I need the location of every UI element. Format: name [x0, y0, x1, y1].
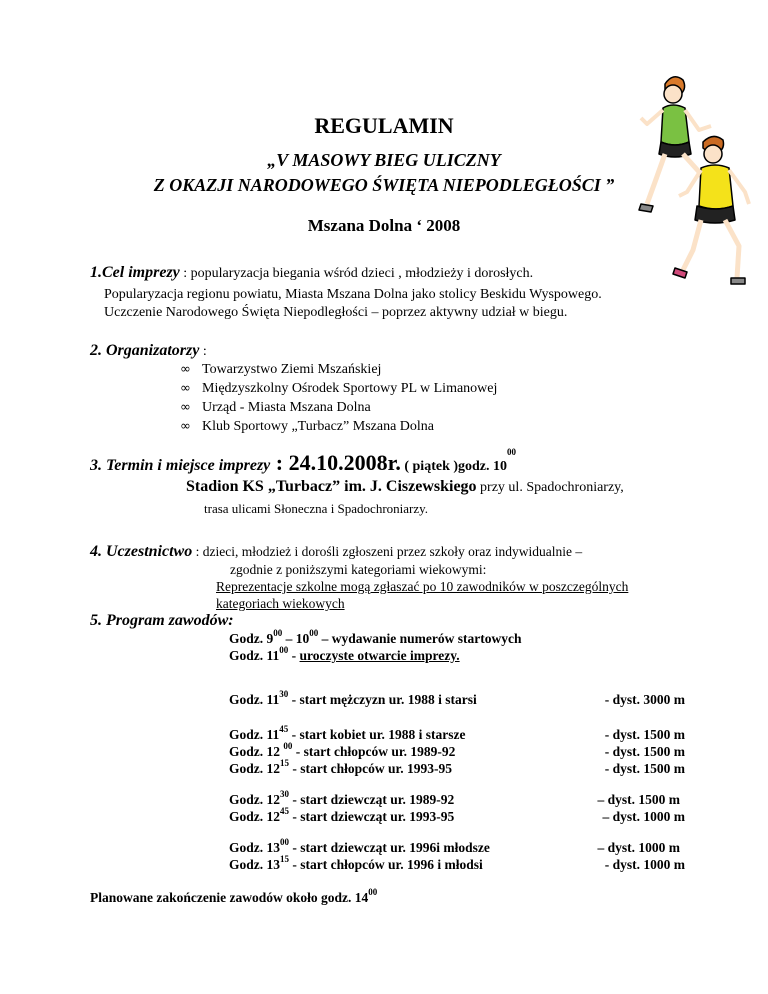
organizer-item	[180, 381, 497, 397]
section-3-line2	[186, 478, 624, 496]
organizer-item	[180, 419, 434, 435]
section-4-line2: zgodnie z poniższymi kategoriami wiekowymi:	[230, 562, 487, 577]
section-1-line2: Popularyzacja regionu powiatu, Miasta Mszana Dolna jako stolicy Beskidu Wyspowego.	[104, 287, 602, 302]
section-5-colon: :	[228, 612, 234, 629]
organizer-item	[180, 362, 381, 378]
event-name-line1: „V MASOWY BIEG ULICZNY	[267, 150, 501, 170]
event-date: 24.10.2008r.	[288, 450, 401, 475]
section-2-heading-line	[90, 342, 207, 360]
section-3-heading: 3. Termin i miejsce imprezy	[90, 457, 271, 474]
program-row: Godz. $13^{15}$ - start chłopców ur. 1996 i młodsi	[229, 854, 483, 872]
program-row-distance: - dyst. 1500 m	[604, 761, 685, 776]
program-line-numbers: Godz. $9^{00} - 10^{00}$ – wydawanie numerów startowych	[229, 628, 522, 646]
program-row: Godz. 12 $^{00}$ - start chłopców ur. 1989-92	[229, 741, 456, 759]
section-1-text: : popularyzacja biegania wśród dzieci , młodzieży i dorosłych.	[179, 266, 534, 281]
event-time-sup: 00	[507, 447, 517, 457]
organizer-item	[180, 400, 371, 416]
section-2-heading: 2. Organizatorzy	[90, 342, 200, 359]
section-5-heading-line	[90, 612, 234, 630]
organizer-name: Klub Sportowy „Turbacz” Mszana Dolna	[202, 419, 434, 434]
event-name-line2: Z OKAZJI NARODOWEGO ŚWIĘTA NIEPODLEGŁOŚCI ”	[153, 175, 615, 195]
section-2-colon: :	[199, 344, 207, 359]
section-4-text: : dzieci, młodzież i dorośli zgłoszeni przez szkoły oraz indywidualnie –	[192, 544, 583, 559]
organizer-name: Towarzystwo Ziemi Mszańskiej	[202, 362, 382, 377]
document-title: REGULAMIN	[314, 113, 454, 138]
program-row: Godz. $13^{00}$ - start dziewcząt ur. 1996i młodsze	[229, 837, 490, 855]
planned-end-text: Planowane zakończenie zawodów około godz. $14^{00}$	[90, 887, 378, 905]
program-row-distance: - dyst. 1500 m	[604, 727, 685, 742]
program-row-distance: - dyst. 1000 m	[604, 857, 685, 872]
section-1-line1	[90, 264, 533, 282]
program-row-distance: – dyst. 1500 m	[597, 792, 680, 807]
program-row-distance: – dyst. 1000 m	[597, 840, 680, 855]
bullet-icon: ∞	[180, 381, 191, 396]
section-5-heading: 5. Program zawodów	[90, 612, 229, 629]
program-row: Godz. $12^{15}$ - start chłopców ur. 1993-95	[229, 758, 453, 776]
program-row-distance: – dyst. 1000 m	[602, 809, 685, 824]
section-1-heading: 1.Cel imprezy	[90, 264, 180, 281]
program-row: Godz. $12^{45}$ - start dziewcząt ur. 1993-95	[229, 806, 455, 824]
program-line-opening: Godz. $11^{00}$ - uroczyste otwarcie imprezy.	[229, 645, 460, 663]
section-3-colon: :	[270, 450, 289, 475]
section-4-line1	[90, 543, 582, 561]
event-weekday-time: ( piątek )godz. 10	[400, 459, 508, 474]
bullet-icon: ∞	[180, 400, 191, 415]
route-text: trasa ulicami Słoneczna i Spadochroniarzy.	[204, 501, 429, 516]
program-row-distance: - dyst. 1500 m	[604, 744, 685, 759]
program-row: Godz. $11^{30}$ - start mężczyzn ur. 1988 i starsi	[229, 689, 477, 707]
program-row: Godz. $11^{45}$ - start kobiet ur. 1988 i starsze	[229, 724, 466, 742]
bullet-icon: ∞	[180, 362, 191, 377]
section-4-heading: 4. Uczestnictwo	[90, 543, 193, 560]
stadium-street: przy ul. Spadochroniarzy,	[476, 480, 624, 495]
section-4-line4: kategoriach wiekowych	[216, 596, 345, 611]
organizer-name: Międzyszkolny Ośrodek Sportowy PL w Limanowej	[202, 381, 498, 396]
organizer-name: Urząd - Miasta Mszana Dolna	[202, 400, 371, 415]
stadium-name: Stadion KS „Turbacz” im. J. Ciszewskiego	[186, 478, 477, 495]
bullet-icon: ∞	[180, 419, 191, 434]
program-row-distance: - dyst. 3000 m	[604, 692, 685, 707]
section-4-line3: Reprezentacje szkolne mogą zgłaszać po 10 zawodników w poszczególnych	[216, 579, 629, 594]
section-1-line3: Uczczenie Narodowego Święta Niepodległości – poprzez aktywny udział w biegu.	[104, 305, 568, 320]
section-3-line1	[90, 447, 517, 476]
program-row: Godz. $12^{30}$ - start dziewcząt ur. 1989-92	[229, 789, 455, 807]
planned-end-sup: 00	[368, 887, 378, 897]
event-place: Mszana Dolna ‘ 2008	[307, 216, 461, 235]
